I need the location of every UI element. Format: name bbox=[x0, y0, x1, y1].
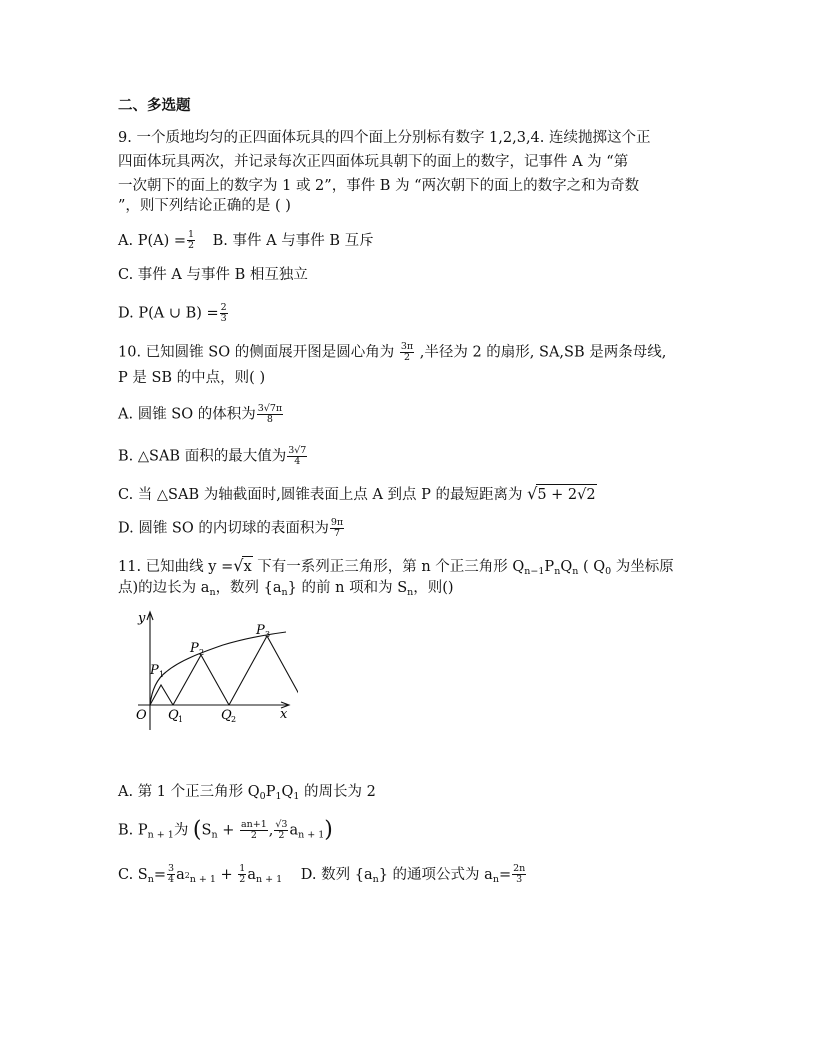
q10-stem-line1: 10. 已知圆锥 SO 的侧面展开图是圆心角为 $\frac{3\pi}{2}$ ,半径为 2 的扇形, SA,SB 是两条母线, bbox=[118, 341, 667, 363]
label-p1-sub: 1 bbox=[159, 670, 165, 679]
q10-option-d: D. 圆锥 SO 的内切球的表面积为 $\frac{9\pi}{7}$ bbox=[118, 517, 344, 539]
q10-option-b-fraction: $\frac{3√7}{4}$ bbox=[288, 445, 307, 467]
label-q2: Q bbox=[221, 708, 232, 723]
label-y: y bbox=[138, 611, 146, 626]
q11-option-d: D. 数列 $\{a_n\}$ 的通项公式为 $a_n=$ $\frac{2n}{3}$ bbox=[300, 863, 526, 885]
label-p3: P bbox=[256, 623, 265, 638]
sqrt-curve bbox=[150, 632, 286, 705]
q11-figure bbox=[128, 608, 298, 738]
q9-option-a: A. P(A) = $\frac{1}{2}$ bbox=[118, 229, 195, 251]
label-origin: O bbox=[136, 708, 147, 723]
triangle-3 bbox=[229, 636, 298, 705]
q9-option-d-fraction: $\frac{2}{3}$ bbox=[220, 302, 227, 324]
label-p2: P bbox=[190, 641, 199, 656]
triangle-2 bbox=[173, 655, 229, 705]
q10-option-a: A. 圆锥 SO 的体积为 $\frac{3√7\pi}{8}$ bbox=[118, 403, 283, 425]
q9-option-a-fraction: $\frac{1}{2}$ bbox=[188, 229, 195, 251]
q11-option-a: A. 第 1 个正三角形 $Q_0P_1Q_1$ 的周长为 2 bbox=[118, 784, 376, 802]
triangle-1 bbox=[150, 685, 173, 705]
label-x: x bbox=[280, 707, 288, 722]
q9-options-row1 bbox=[118, 230, 374, 251]
label-q2-sub: 2 bbox=[231, 715, 237, 724]
q9-stem-line4: ”，则下列结论正确的是 ( ) bbox=[118, 198, 291, 214]
q10-angle-fraction: $\frac{3\pi}{2}$ bbox=[400, 341, 414, 363]
q9-stem-line3: 一次朝下的面上的数字为 1 或 2”，事件 B 为 “两次朝下的面上的数字之和为奇数 bbox=[118, 178, 640, 194]
section-title: 二、多选题 bbox=[118, 98, 191, 114]
q9-stem-line2: 四面体玩具两次，并记录每次正四面体玩具朝下的面上的数字，记事件 A 为 “第 bbox=[118, 154, 629, 170]
q10-stem-line2: P 是 SB 的中点，则( ) bbox=[118, 370, 266, 386]
q10-option-a-fraction: $\frac{3√7\pi}{8}$ bbox=[257, 403, 283, 425]
label-p1: P bbox=[150, 663, 159, 678]
q11-option-c: C. $S_n=$ $\frac{3}{4}$ $a_{^2n + 1}$ + $\frac{1}{2}$ $a_{n + 1}$ bbox=[118, 863, 283, 885]
label-p3-sub: 3 bbox=[265, 630, 271, 639]
q11-stem-line2: 点)的边长为 $a_n$，数列 $\{a_n\}$ 的前 n 项和为 $S_n$，则() bbox=[118, 580, 454, 598]
label-q1-sub: 1 bbox=[178, 715, 184, 724]
q11-options-row-cd bbox=[118, 864, 527, 890]
q9-option-b: B. 事件 A 与事件 B 互斥 bbox=[212, 232, 374, 249]
q10-option-d-fraction: $\frac{9\pi}{7}$ bbox=[330, 517, 344, 539]
q9-option-d: D. P(A ∪ B) = $\frac{2}{3}$ bbox=[118, 302, 227, 324]
q9-stem-line1: 9. 一个质地均匀的正四面体玩具的四个面上分别标有数字 1,2,3,4. 连续抛掷这个正 bbox=[118, 130, 651, 146]
q10-option-c: C. 当 △SAB 为轴截面时,圆锥表面上点 A 到点 P 的最短距离为 √5 + 2√2 bbox=[118, 484, 596, 503]
q11-stem-line1: 11. 已知曲线 y =√x 下有一系列正三角形，第 n 个正三角形 $Q_{n-1}P_nQ_n$ ( $Q_0$ 为坐标原 bbox=[118, 556, 674, 577]
q9-option-c: C. 事件 A 与事件 B 相互独立 bbox=[118, 267, 308, 283]
label-p2-sub: 2 bbox=[199, 648, 205, 657]
q11-option-b: B. $P_{n + 1}$为 ($S_n$ + $\frac{an+1}{2}$ , $\frac{√3}{2}$ $a_{n + 1}$) bbox=[118, 817, 333, 843]
q10-option-c-radical: 5 + 2√2 bbox=[536, 484, 596, 505]
label-q1: Q bbox=[168, 708, 179, 723]
q10-option-b: B. △SAB 面积的最大值为 $\frac{3√7}{4}$ bbox=[118, 445, 307, 467]
